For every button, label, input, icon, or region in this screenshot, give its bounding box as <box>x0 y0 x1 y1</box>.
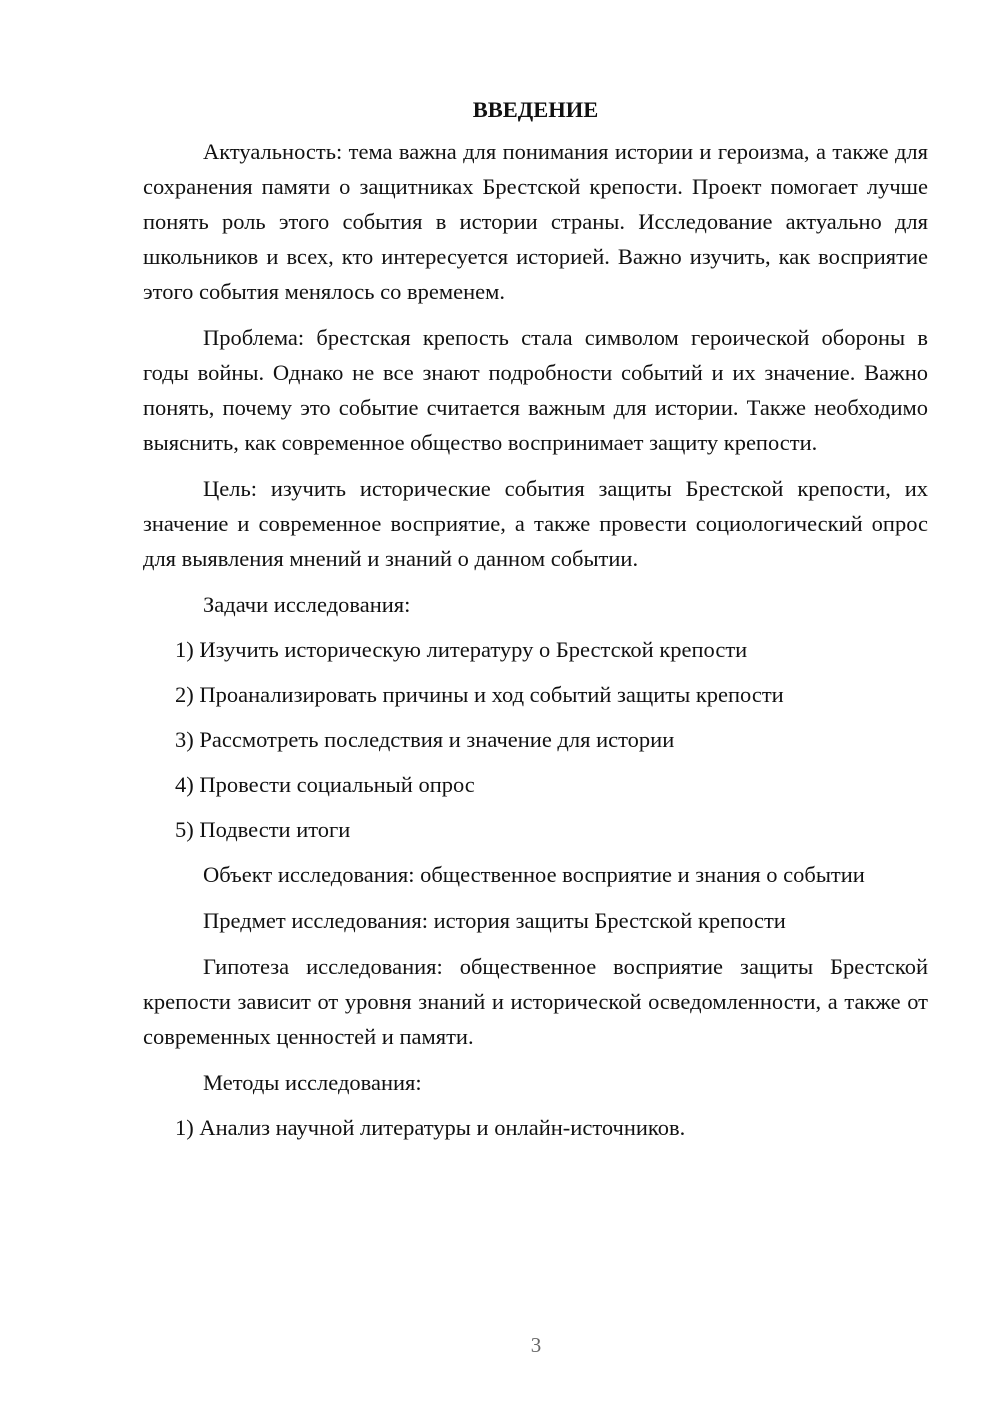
task-item: 3) Рассмотреть последствия и значение для истории <box>175 727 675 752</box>
hypothesis-paragraph: Гипотеза исследования: общественное восприятие защиты Брестской крепости зависит от уровня знаний и исторической осведомленности, а также от современных ценностей и памяти. <box>143 954 928 1049</box>
page-content <box>143 92 928 1155</box>
problem-paragraph: Проблема: брестская крепость стала символом героической обороны в годы войны. Однако не все знают подробности событий и их значение. Важно понять, почему это событие считается важным для истории. Также необходимо выяснить, как современное общество воспринимает защиту крепости. <box>143 325 928 455</box>
methods-title: Методы исследования: <box>203 1070 422 1095</box>
subject-paragraph: Предмет исследования: история защиты Брестской крепости <box>203 908 786 933</box>
task-item: 1) Изучить историческую литературу о Брестской крепости <box>175 637 748 662</box>
page-number: 3 <box>530 1333 542 1357</box>
task-item: 2) Проанализировать причины и ход событий защиты крепости <box>175 682 784 707</box>
relevance-paragraph: Актуальность: тема важна для понимания истории и героизма, а также для сохранения памяти о защитниках Брестской крепости. Проект помогает лучше понять роль этого события в истории страны. Исследование актуально для школьников и всех, кто интересуется историей. Важно изучить, как восприятие этого события менялось со временем. <box>143 139 928 304</box>
goal-paragraph: Цель: изучить исторические события защиты Брестской крепости, их значение и современное восприятие, а также провести социологический опрос для выявления мнений и знаний о данном событии. <box>143 476 928 571</box>
section-heading: ВВЕДЕНИЕ <box>472 97 599 122</box>
task-item: 4) Провести социальный опрос <box>175 772 475 797</box>
object-paragraph: Объект исследования: общественное восприятие и знания о событии <box>203 862 865 887</box>
task-item: 5) Подвести итоги <box>175 817 351 842</box>
method-item: 1) Анализ научной литературы и онлайн-источников. <box>175 1115 686 1140</box>
tasks-title: Задачи исследования: <box>203 592 411 617</box>
